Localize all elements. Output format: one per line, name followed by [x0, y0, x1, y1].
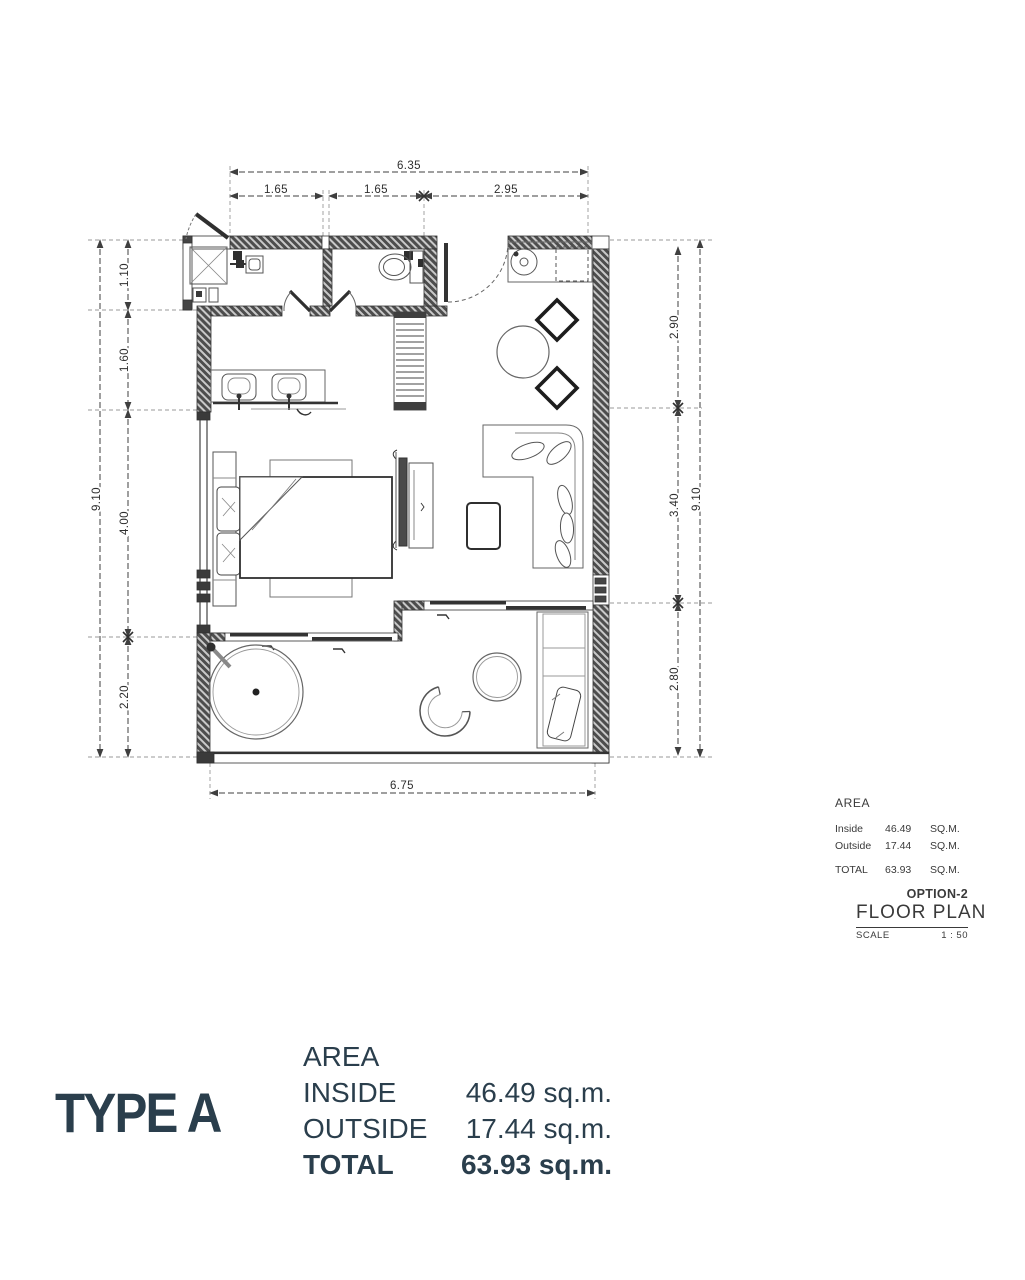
plan-area-heading: AREA — [835, 796, 871, 810]
summary-row-total: TOTAL 63.93 sq.m. — [303, 1149, 612, 1180]
dim-left-total: 9.10 — [91, 487, 103, 511]
dim-top-total: 6.35 — [397, 160, 421, 172]
plan-scale-value: 1 : 50 — [941, 930, 968, 941]
daybed — [537, 612, 588, 748]
plan-area-row-inside: Inside 46.49 SQ.M. — [835, 823, 960, 835]
coffee-table — [467, 503, 500, 549]
dining-chair — [537, 368, 577, 408]
dim-left-seg2: 1.60 — [119, 348, 131, 372]
tv-console — [393, 450, 433, 550]
plan-scale-row — [856, 928, 968, 941]
summary-row-inside: INSIDE 46.49 sq.m. — [303, 1077, 612, 1108]
dining-set — [497, 300, 577, 408]
vanity — [211, 370, 346, 415]
plan-title-wrap — [856, 902, 987, 928]
pillow — [217, 533, 240, 575]
dim-left-seg3: 4.00 — [119, 511, 131, 535]
dim-right-seg1: 2.90 — [669, 315, 681, 339]
dim-right-total: 9.10 — [691, 487, 703, 511]
unit-type-title: TYPE A — [55, 1081, 221, 1144]
summary-row-outside: OUTSIDE 17.44 sq.m. — [303, 1113, 612, 1144]
doors — [186, 214, 508, 311]
dining-table — [497, 326, 549, 378]
terrace-chair — [410, 684, 474, 746]
dim-right-seg2: 3.40 — [669, 493, 681, 517]
dim-left-seg1: 1.10 — [119, 263, 131, 287]
dim-right-seg3: 2.80 — [669, 667, 681, 691]
terrace-table — [473, 653, 521, 701]
dim-top-seg3: 2.95 — [494, 184, 518, 196]
bed — [213, 452, 392, 606]
plan-area-row-outside: Outside 17.44 SQ.M. — [835, 840, 960, 852]
bathroom-fixtures — [190, 247, 423, 302]
tv-screen — [399, 458, 407, 546]
plan-scale-label: SCALE — [856, 930, 890, 941]
dining-chair — [537, 300, 577, 340]
summary-area-block — [303, 1039, 612, 1183]
dim-top-seg1: 1.65 — [264, 184, 288, 196]
plan-area-row-total: TOTAL 63.93 SQ.M. — [835, 864, 960, 876]
dim-top-seg2: 1.65 — [364, 184, 388, 196]
summary-area-heading: AREA — [303, 1041, 380, 1072]
dim-bottom-total: 6.75 — [390, 780, 414, 792]
plan-title: FLOOR PLAN — [856, 902, 987, 923]
dim-left-seg4: 2.20 — [119, 685, 131, 709]
wardrobe — [394, 312, 426, 410]
plan-info-block — [835, 796, 987, 941]
under-counter-appliance — [556, 247, 588, 281]
entry-door-leaf — [444, 243, 448, 302]
plan-option-label: OPTION-2 — [906, 887, 968, 901]
